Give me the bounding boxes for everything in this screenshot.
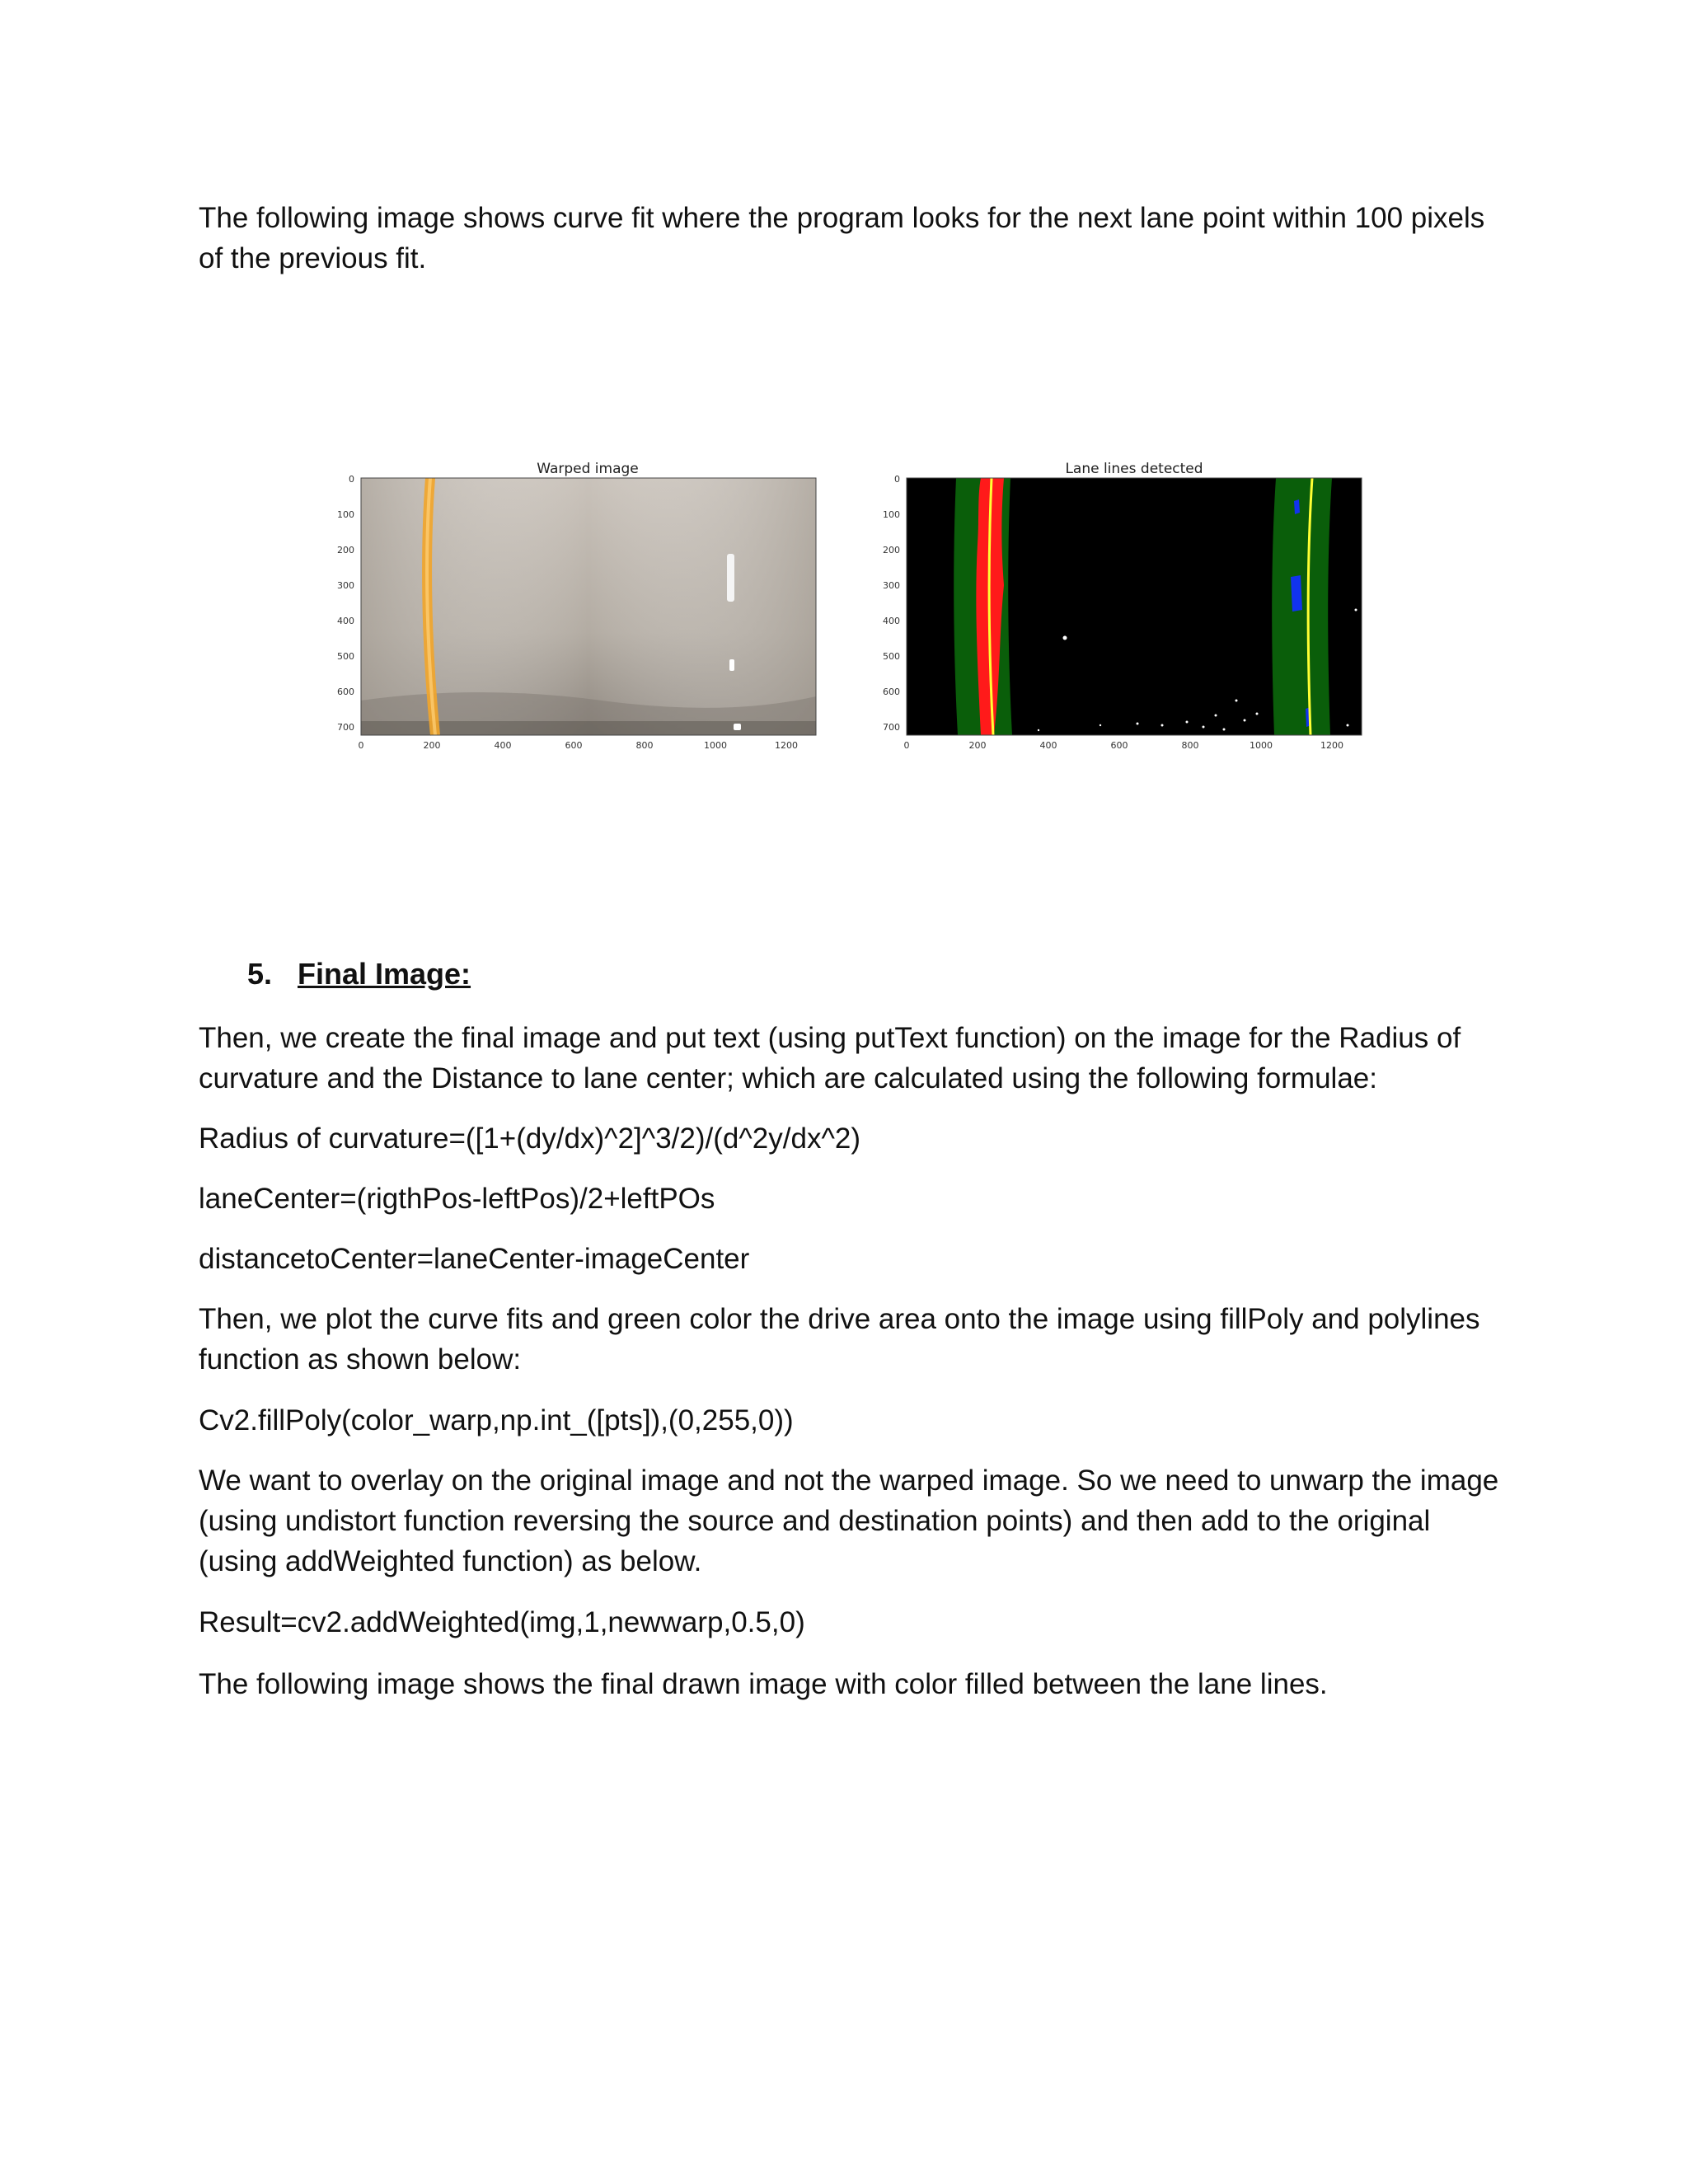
distance-to-center-formula: distancetoCenter=laneCenter-imageCenter (199, 1243, 750, 1275)
x-tick-label: 0 (358, 740, 364, 751)
radius-formula: Radius of curvature=([1+(dy/dx)^2]^3/2)/(d^2y/dx^2) (199, 1122, 860, 1155)
y-tick-label: 300 (883, 580, 900, 591)
x-tick-label: 1000 (1250, 740, 1273, 751)
lane-lines-x-ticks (904, 740, 1344, 751)
intro-paragraph: The following image shows curve fit where the program looks for the next lane point within 100 pixels of the previous fit. (199, 202, 1485, 274)
warped-image-area (361, 478, 816, 735)
warped-image-title: Warped image (537, 461, 639, 477)
y-tick-label: 100 (337, 509, 354, 520)
y-tick-label: 400 (883, 616, 900, 626)
fillpoly-code: Cv2.fillPoly(color_warp,np.int_([pts]),(0,255,0)) (199, 1404, 794, 1436)
y-tick-label: 600 (883, 687, 900, 697)
y-tick-label: 500 (337, 651, 354, 662)
y-tick-label: 100 (883, 509, 900, 520)
x-tick-label: 400 (1039, 740, 1057, 751)
x-tick-label: 200 (423, 740, 441, 751)
final-image-caption: The following image shows the final drawn image with color filled between the lane lines. (199, 1668, 1328, 1700)
y-tick-label: 500 (883, 651, 900, 662)
lane-center-formula: laneCenter=(rigthPos-leftPos)/2+leftPOs (199, 1183, 715, 1215)
section-title: Final Image: (298, 957, 471, 991)
x-tick-label: 600 (565, 740, 583, 751)
y-tick-label: 300 (337, 580, 354, 591)
x-tick-label: 1200 (775, 740, 798, 751)
x-tick-label: 0 (903, 740, 910, 751)
x-tick-label: 600 (1110, 740, 1128, 751)
y-tick-label: 600 (337, 687, 354, 697)
y-tick-label: 400 (337, 616, 354, 626)
y-tick-label: 0 (894, 474, 900, 485)
white-lane-dash (727, 554, 734, 602)
x-tick-label: 400 (494, 740, 512, 751)
x-tick-label: 800 (1181, 740, 1199, 751)
warped-image-plot (337, 461, 816, 751)
y-tick-label: 200 (337, 545, 354, 555)
final-image-intro-paragraph: Then, we create the final image and put text (using putText function) on the image for the Radius of curvature and the Distance to lane center; which are calculated using the following formulae: (199, 1022, 1461, 1094)
right-lane-pixels (1291, 575, 1302, 612)
y-tick-label: 200 (883, 545, 900, 555)
y-tick-label: 0 (349, 474, 354, 485)
section-number: 5. (247, 957, 273, 991)
x-tick-label: 1000 (704, 740, 727, 751)
warped-image-y-ticks (337, 474, 354, 733)
x-tick-label: 800 (635, 740, 654, 751)
lane-lines-y-ticks (883, 474, 900, 733)
addweighted-code: Result=cv2.addWeighted(img,1,newwarp,0.5,0) (199, 1606, 805, 1638)
overlay-paragraph: We want to overlay on the original image and not the warped image. So we need to unwarp the image (using undistort function reversing the source and destination points) and then add to the original (using addWeighted function) as below. (199, 1465, 1499, 1577)
y-tick-label: 700 (883, 722, 900, 733)
y-tick-label: 700 (337, 722, 354, 733)
lane-lines-detected-plot (883, 461, 1362, 751)
section-heading (247, 954, 471, 995)
x-tick-label: 1200 (1320, 740, 1343, 751)
warped-image-x-ticks (359, 740, 799, 751)
x-tick-label: 200 (968, 740, 987, 751)
lane-lines-detected-area (907, 478, 1362, 735)
lane-lines-detected-title: Lane lines detected (1065, 461, 1203, 477)
curve-fit-paragraph: Then, we plot the curve fits and green color the drive area onto the image using fillPoly and polylines function as shown below: (199, 1303, 1480, 1376)
lane-detection-figure (313, 453, 1385, 760)
